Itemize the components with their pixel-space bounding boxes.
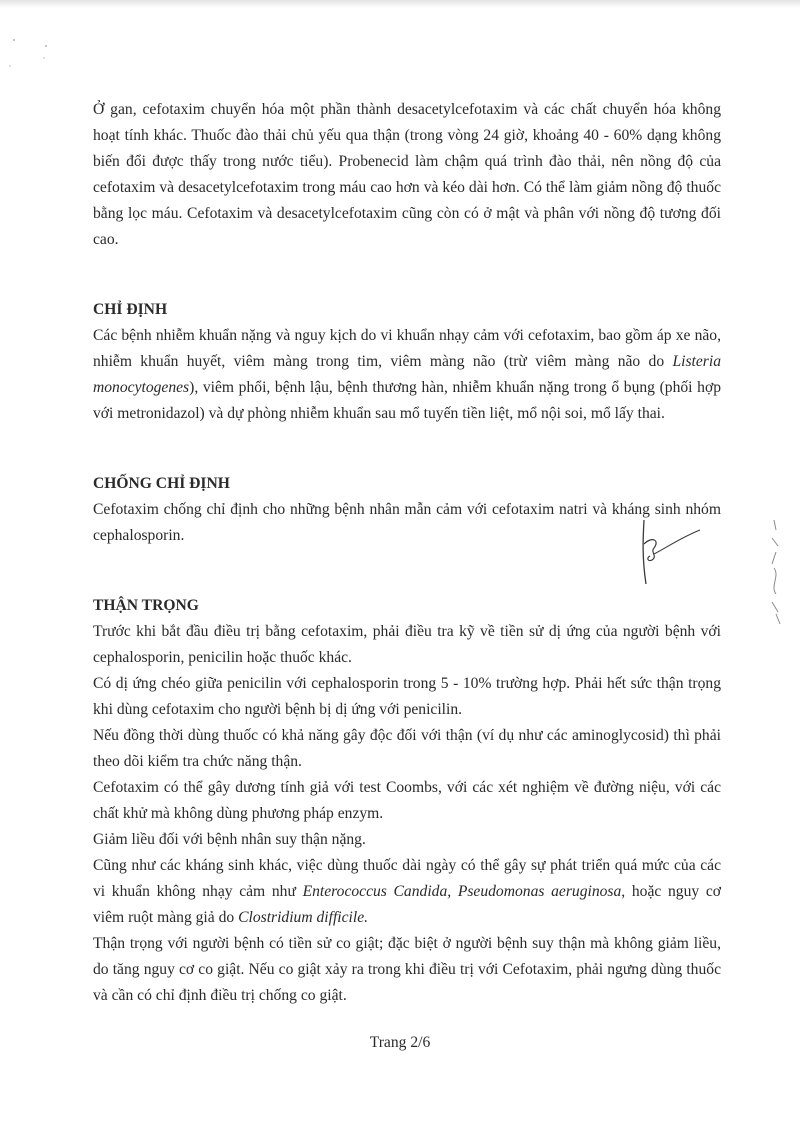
- p6-text-a: Cũng như các kháng sinh khác, việc dùng thuốc dài ngày có thể gây sự phát triển quá mức của các vi khuẩn không nhạy cảm như: [93, 857, 721, 900]
- than-trong-paragraph-6: [93, 853, 721, 931]
- scan-specks: [6, 30, 56, 70]
- chi-dinh-italic-organism: Listeria monocytogenes: [93, 353, 721, 396]
- chi-dinh-text-b: ), viêm phổi, bệnh lậu, bệnh thương hàn, nhiễm khuẩn nặng trong ổ bụng (phối hợp với metronidazol) và dự phòng nhiễm khuẩn sau mổ tuyến tiền liệt, mổ nội soi, mổ lấy thai.: [93, 379, 721, 422]
- than-trong-paragraph-5: Giảm liều đối với bệnh nhân suy thận nặng.: [93, 831, 366, 848]
- document-body: [93, 97, 721, 1009]
- than-trong-paragraph-2: Có dị ứng chéo giữa penicilin với cephalosporin trong 5 - 10% trường hợp. Phải hết sức thận trọng khi dùng cefotaxim cho người bệnh bị dị ứng với penicilin.: [93, 675, 721, 718]
- than-trong-paragraph-3: Nếu đồng thời dùng thuốc có khả năng gây độc đối với thận (ví dụ như các aminoglycosid) thì phải theo dõi kiểm tra chức năng thận.: [93, 727, 721, 770]
- than-trong-paragraph-7: Thận trọng với người bệnh có tiền sử co giật; đặc biệt ở người bệnh suy thận mà không giảm liều, do tăng nguy cơ co giật. Nếu co giật xảy ra trong khi điều trị với Cefotaxim, phải ngưng dùng thuốc và cần có chỉ định điều trị chống co giật.: [93, 935, 721, 1004]
- page-number: Trang 2/6: [369, 1034, 431, 1051]
- than-trong-paragraph-1: Trước khi bắt đầu điều trị bằng cefotaxim, phải điều tra kỹ về tiền sử dị ứng của người bệnh với cephalosporin, penicilin hoặc thuốc khác.: [93, 623, 721, 666]
- handwritten-signature: [630, 518, 702, 588]
- scan-edge-shadow: [0, 0, 800, 8]
- p6-italic-clostridium: Clostridium difficile.: [238, 909, 369, 926]
- section-heading-than-trong: THẬN TRỌNG: [93, 597, 199, 614]
- intro-paragraph: Ở gan, cefotaxim chuyển hóa một phần thành desacetylcefotaxim và các chất chuyển hóa không hoạt tính khác. Thuốc đào thải chủ yếu qua thận (trong vòng 24 giờ, khoảng 40 - 60% dạng không biến đổi được thấy trong nước tiểu). Probenecid làm chậm quá trình đào thải, nên nồng độ của cefotaxim và desacetylcefotaxim trong máu cao hơn và kéo dài hơn. Có thể làm giảm nồng độ thuốc bằng lọc máu. Cefotaxim và desacetylcefotaxim cũng còn có ở mật và phân với nồng độ tương đối cao.: [93, 101, 721, 248]
- p6-text-b: , hoặc nguy cơ viêm ruột màng giả do: [93, 883, 721, 926]
- margin-initial-mark: [762, 516, 788, 626]
- section-heading-chong-chi-dinh: CHỐNG CHỈ ĐỊNH: [93, 475, 230, 492]
- chi-dinh-paragraph: [93, 323, 721, 427]
- p6-italic-organisms: Enterococcus Candida, Pseudomonas aeruginosa: [302, 883, 622, 900]
- chong-chi-dinh-paragraph: Cefotaxim chống chỉ định cho những bệnh nhân mẫn cảm với cefotaxim natri và kháng sinh nhóm cephalosporin.: [93, 501, 721, 544]
- chi-dinh-text-a: Các bệnh nhiễm khuẩn nặng và nguy kịch do vi khuẩn nhạy cảm với cefotaxim, bao gồm áp xe não, nhiễm khuẩn huyết, viêm màng trong tim, viêm màng não (trừ viêm màng não do: [93, 327, 721, 370]
- section-heading-chi-dinh: CHỈ ĐỊNH: [93, 301, 168, 318]
- than-trong-paragraph-4: Cefotaxim có thể gây dương tính giả với test Coombs, với các xét nghiệm về đường niệu, với các chất khử mà không dùng phương pháp enzym.: [93, 779, 721, 822]
